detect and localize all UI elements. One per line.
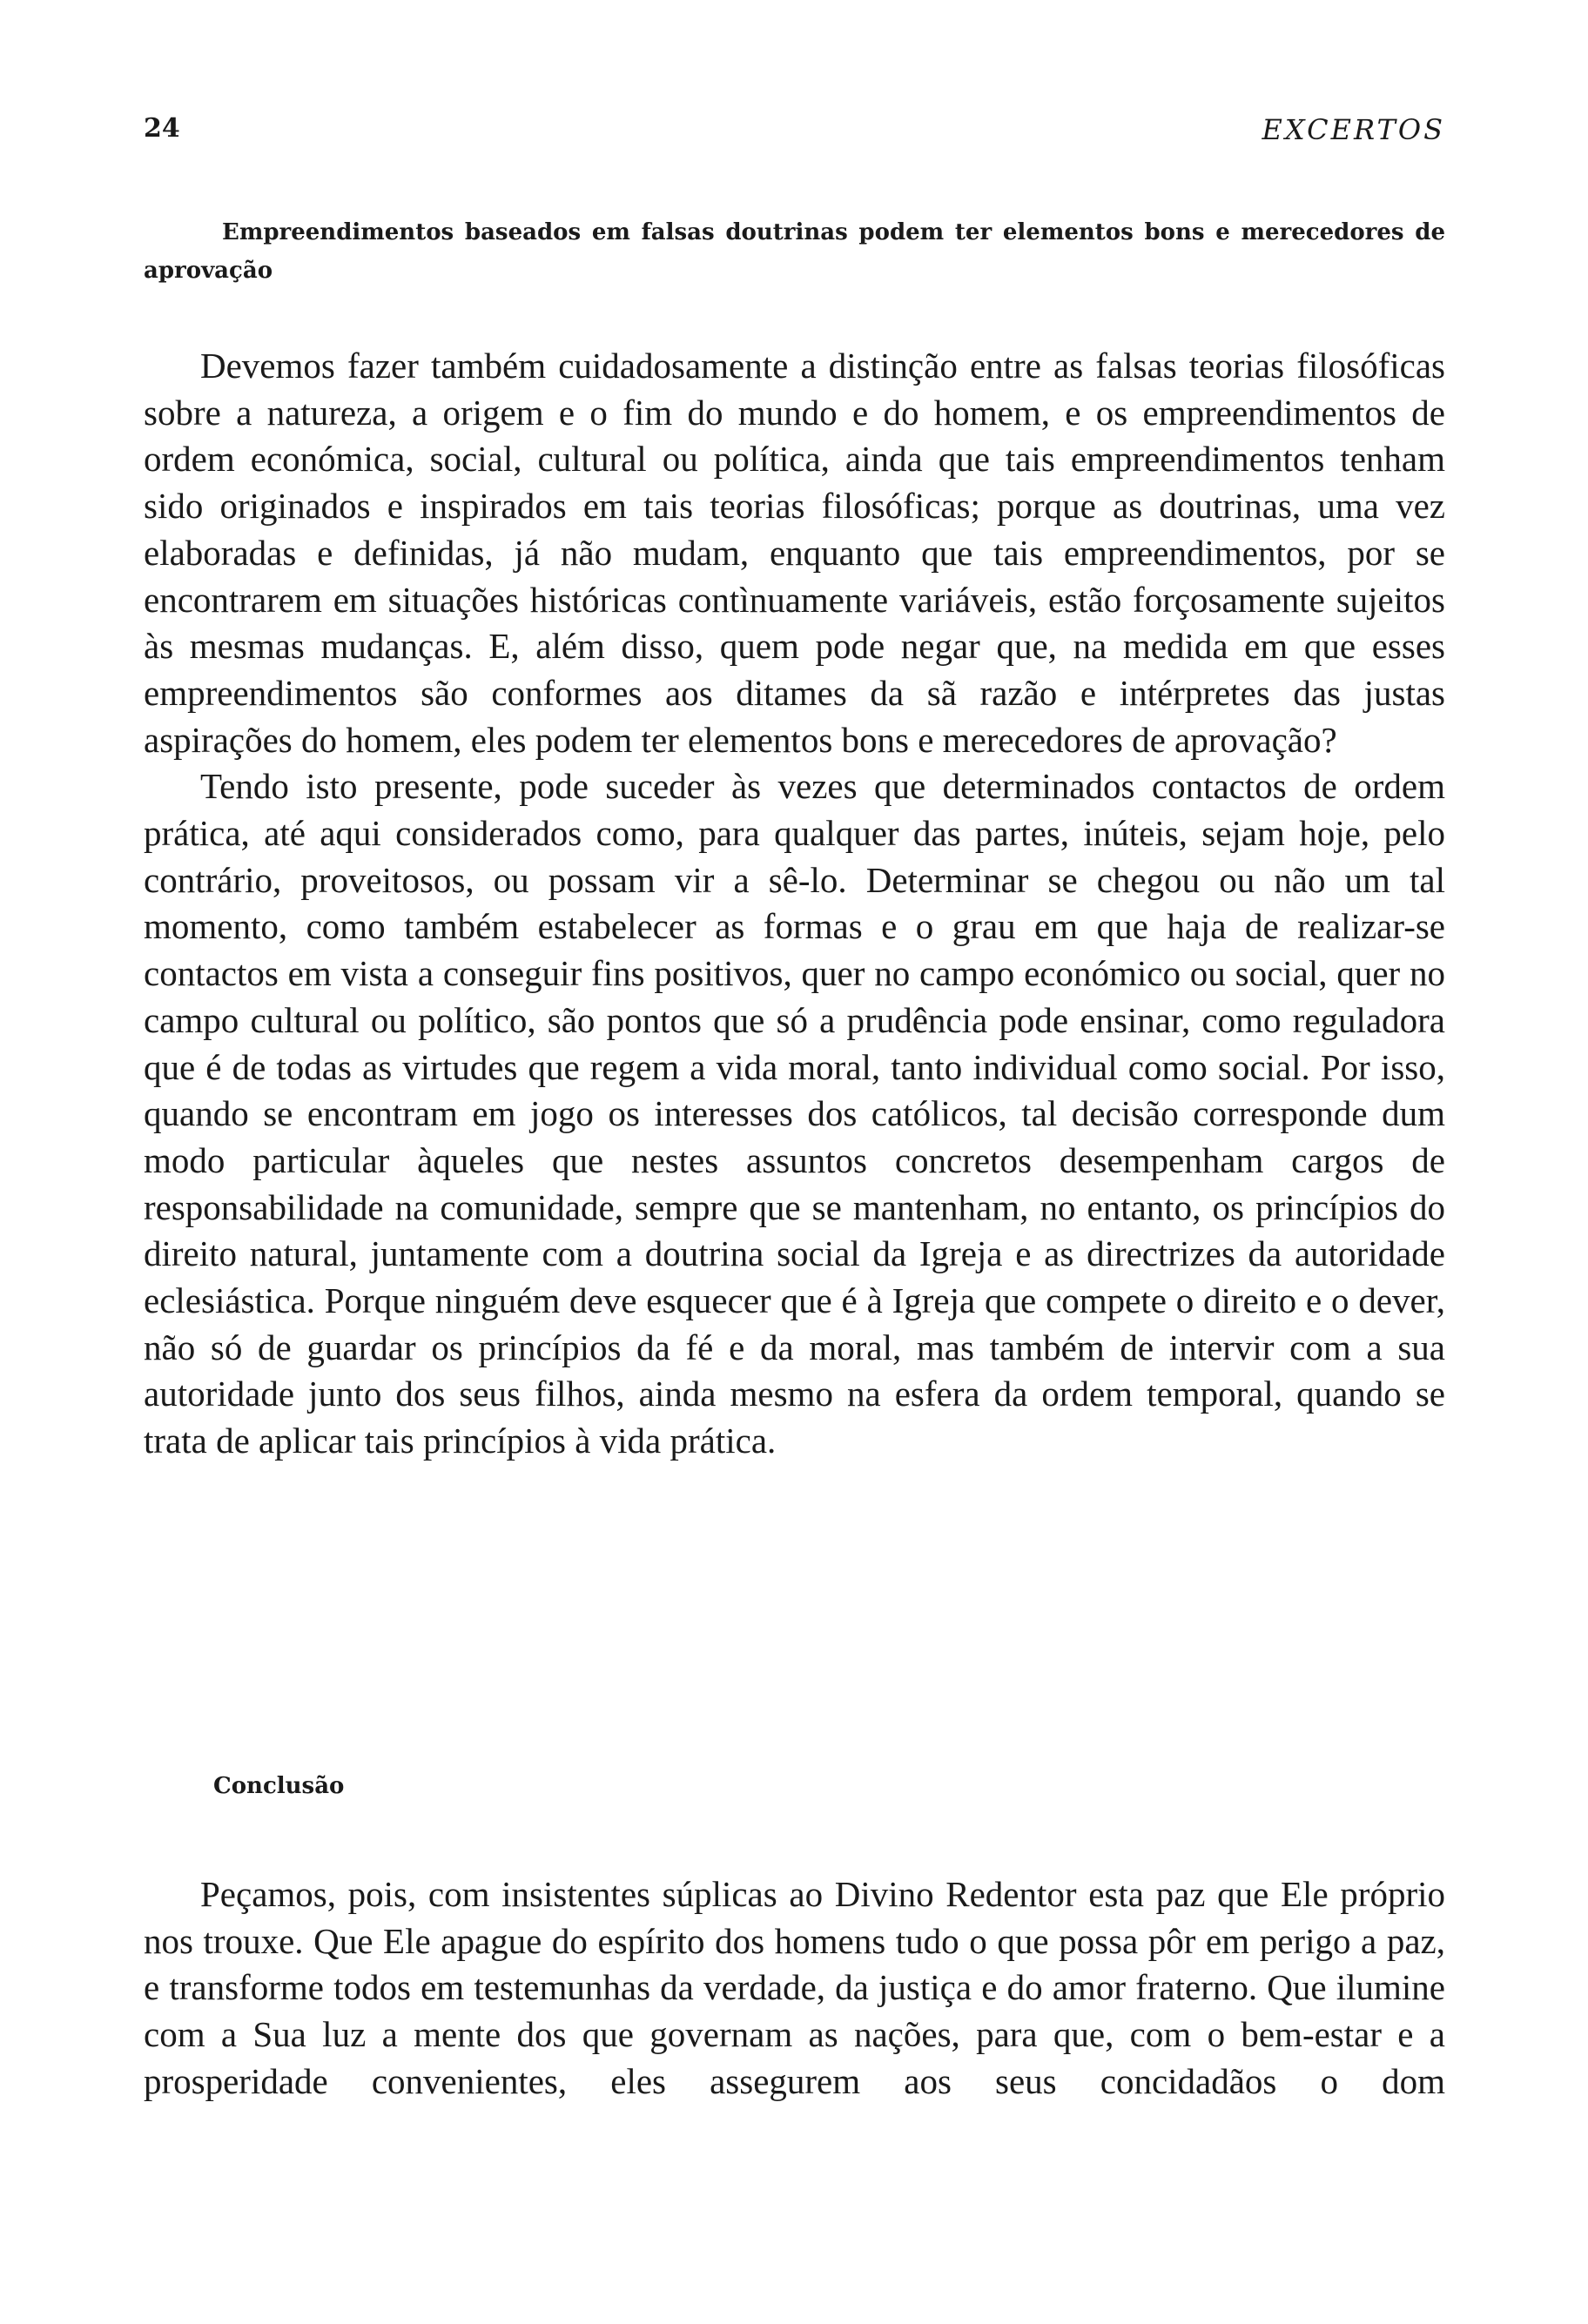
running-section-title: EXCERTOS xyxy=(1262,113,1445,146)
page-number: 24 xyxy=(144,113,180,144)
conclusion-heading: Conclusão xyxy=(213,1773,345,1799)
paragraph: Tendo isto presente, pode suceder às vezes que determinados contactos de ordem prática, até aqui considerados como, para qualquer das partes, inúteis, sejam hoje, pelo contrário, proveitosos, ou possam vir a sê-lo. Determinar se chegou ou não um tal momento, como também estabelecer as formas e o grau em que haja de realizar-se contactos em vista a conseguir fins positivos, quer no campo económico ou social, quer no campo cultural ou político, são pontos que só a prudência pode ensinar, como reguladora que é de todas as virtudes que regem a vida moral, tanto individual como social. Por isso, quando se encontram em jogo os interesses dos católicos, tal decisão corresponde dum modo particular àqueles que nestes assuntos concretos desempenham cargos de responsabilidade na comunidade, sempre que se mantenham, no entanto, os princípios do direito natural, juntamente com a doutrina social da Igreja e as directrizes da autoridade eclesiástica. Porque ninguém deve esquecer que é à Igreja que compete o direito e o dever, não só de guardar os princípios da fé e da moral, mas também de intervir com a sua autoridade junto dos seus filhos, ainda mesmo na esfera da ordem temporal, quando se trata de aplicar tais princípios à vida prática. xyxy=(144,766,1445,1461)
running-header xyxy=(144,113,1445,157)
conclusion-body xyxy=(144,1871,1445,2106)
section-body xyxy=(144,343,1445,1465)
section-heading: Empreendimentos baseados em falsas doutrinas podem ter elementos bons e merecedores de aprovação xyxy=(144,219,1445,284)
paragraph: Peçamos, pois, com insistentes súplicas ao Divino Redentor esta paz que Ele próprio nos trouxe. Que Ele apague do espírito dos homens tudo o que possa pôr em perigo a paz, e transforme todos em testemunhas da verdade, da justiça e do amor fraterno. Que ilumine com a Sua luz a mente dos que governam as nações, para que, com o bem-estar e a prosperidade convenientes, eles assegurem aos seus concidadãos o dom xyxy=(144,1874,1445,2101)
paragraph: Devemos fazer também cuidadosamente a distinção entre as falsas teorias filosóficas sobre a natureza, a origem e o fim do mundo e do homem, e os empreendimentos de ordem económica, social, cultural ou política, ainda que tais empreendimentos tenham sido originados e inspirados em tais teorias filosóficas; porque as doutrinas, uma vez elaboradas e definidas, já não mudam, enquanto que tais empreendimentos, por se encontrarem em situações históricas contìnuamente variáveis, estão forçosamente sujeitos às mesmas mudanças. E, além disso, quem pode negar que, na medida em que esses empreendimentos são conformes aos ditames da sã razão e intérpretes das justas aspirações do homem, eles podem ter elementos bons e merecedores de aprovação? xyxy=(144,346,1445,760)
